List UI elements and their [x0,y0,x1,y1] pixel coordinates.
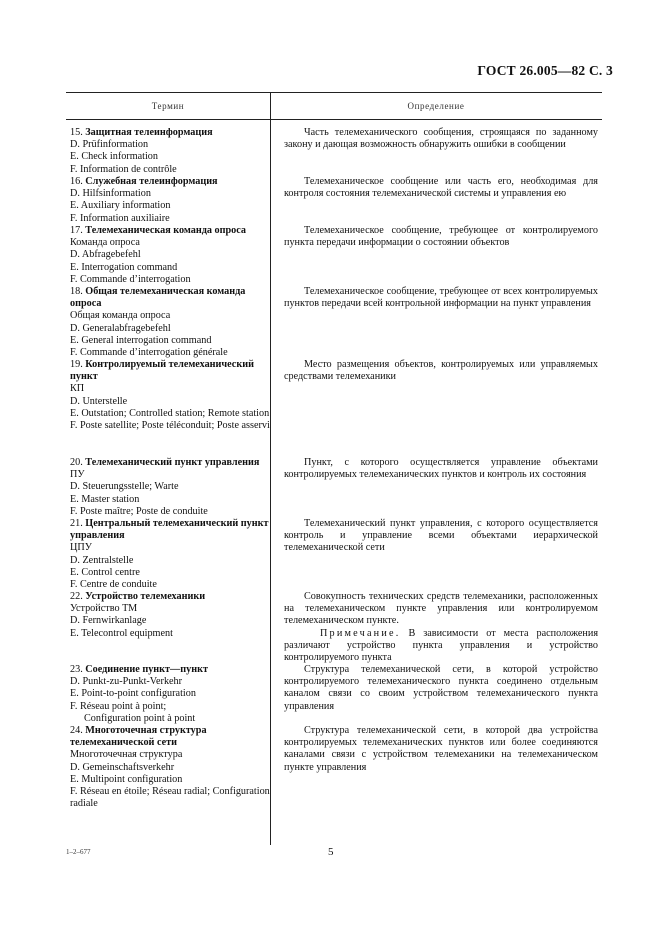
definition-23: Структура телемеханической сети, в которой устройство контролируемого телемеханического пункта соединено отдельным каналом связи со своим устройством телемеханического пункта управления [284,664,598,712]
term-entry-20: 20. Телемеханический пункт управления ПУ D. Steuerungsstelle; Warte E. Master station F. Poste maître; Poste de conduite [70,457,260,517]
term-title: Телемеханический пункт управления [85,457,260,468]
definition-20: Пункт, с которого осуществляется управление объектами контролируемых телемеханических пунктов и контроль их состояния [284,457,598,481]
term-entry-22: 22. Устройство телемеханики Устройство ТМ D. Fernwirkanlage E. Telecontrol equipment [70,591,206,639]
term-title: Телемеханическая команда опроса [85,225,247,236]
terms-table [66,92,602,845]
page-number: 5 [328,846,334,858]
term-entry-18: 18. Общая телемеханическая команда опроса Общая команда опроса D. Generalabfragebefehl E. General interrogation command F. Commande d’interrogation générale [70,286,246,359]
definition-15: Часть телемеханического сообщения, строящаяся по заданному закону и дающая возможность обнаружить ошибки в сообщении [284,127,598,151]
term-title: Контролируемый телемеханический пункт [70,359,254,383]
print-code: 1–2–677 [66,848,91,856]
definition-16: Телемеханическое сообщение или часть его, необходимая для контроля состояния телемеханической системы и управления ею [284,176,598,200]
definition-17: Телемеханическое сообщение, требующее от контролируемого пункта передачи информации о состоянии объектов [284,225,598,249]
column-header-term: Термин [151,101,185,111]
header-divider [66,119,602,120]
definition-21: Телемеханический пункт управления, с которого осуществляется контроль и управление всеми объектами иерархической телемеханической сети [284,518,598,554]
term-title: Соединение пункт—пункт [85,664,208,675]
note-label: Примечание. [320,627,401,639]
term-title: Общая телемеханическая команда опроса [70,286,246,310]
column-header-definition: Определение [407,101,465,111]
term-entry-16: 16. Служебная телеинформация D. Hilfsinformation E. Auxiliary information F. Information auxiliaire [70,176,218,224]
term-title: Служебная телеинформация [85,176,218,187]
term-entry-21: 21. Центральный телемеханический пункт управления ЦПУ D. Zentralstelle E. Control centre F. Centre de conduite [70,518,269,591]
definition-18: Телемеханическое сообщение, требующее от всех контролируемых пунктов передачи всей контрольной информации на пункт управления [284,286,598,310]
column-divider [270,93,271,845]
term-title: Центральный телемеханический пункт управления [70,518,269,542]
term-entry-24: 24. Многоточечная структура телемеханической сети Многоточечная структура D. Gemeinschaftsverkehr E. Multipoint configuration F. Réseau en étoile; Réseau radial; Configuration radiale [70,725,270,810]
definition-24: Структура телемеханической сети, в которой два устройства контролируемых телемеханических пунктов или более соединяются каналами связи с устройством телемеханики на телемеханическом пункте управления [284,725,598,773]
term-title: Многоточечная структура телемеханической сети [70,725,207,749]
definition-19: Место размещения объектов, контролируемых или управляемых средствами телемеханики [284,359,598,383]
term-entry-15: 15. Защитная телеинформация D. Prüfinformation E. Check information F. Information de contrôle [70,127,213,175]
document-header: ГОСТ 26.005—82 С. 3 [477,63,613,78]
term-title: Устройство телемеханики [85,591,206,602]
definition-22: Совокупность технических средств телемеханики, расположенных на телемеханическом пункте управления или контролируемом телемеханическом пункте. Примечание. В зависимости от места расположения различают устройство пункта управления и устройство контролируемого пункта [284,591,599,664]
term-entry-23: 23. Соединение пункт—пункт D. Punkt-zu-Punkt-Verkehr E. Point-to-point configuration F. Réseau point à point; Configuration point à point [70,664,208,724]
term-entry-17: 17. Телемеханическая команда опроса Команда опроса D. Abfragebefehl E. Interrogation command F. Commande d’interrogation [70,225,247,285]
term-entry-19: 19. Контролируемый телемеханический пункт КП D. Unterstelle E. Outstation; Controlled station; Remote station F. Poste satellite; Poste téléconduit; Poste asservi [70,359,270,432]
term-title: Защитная телеинформация [85,127,213,138]
